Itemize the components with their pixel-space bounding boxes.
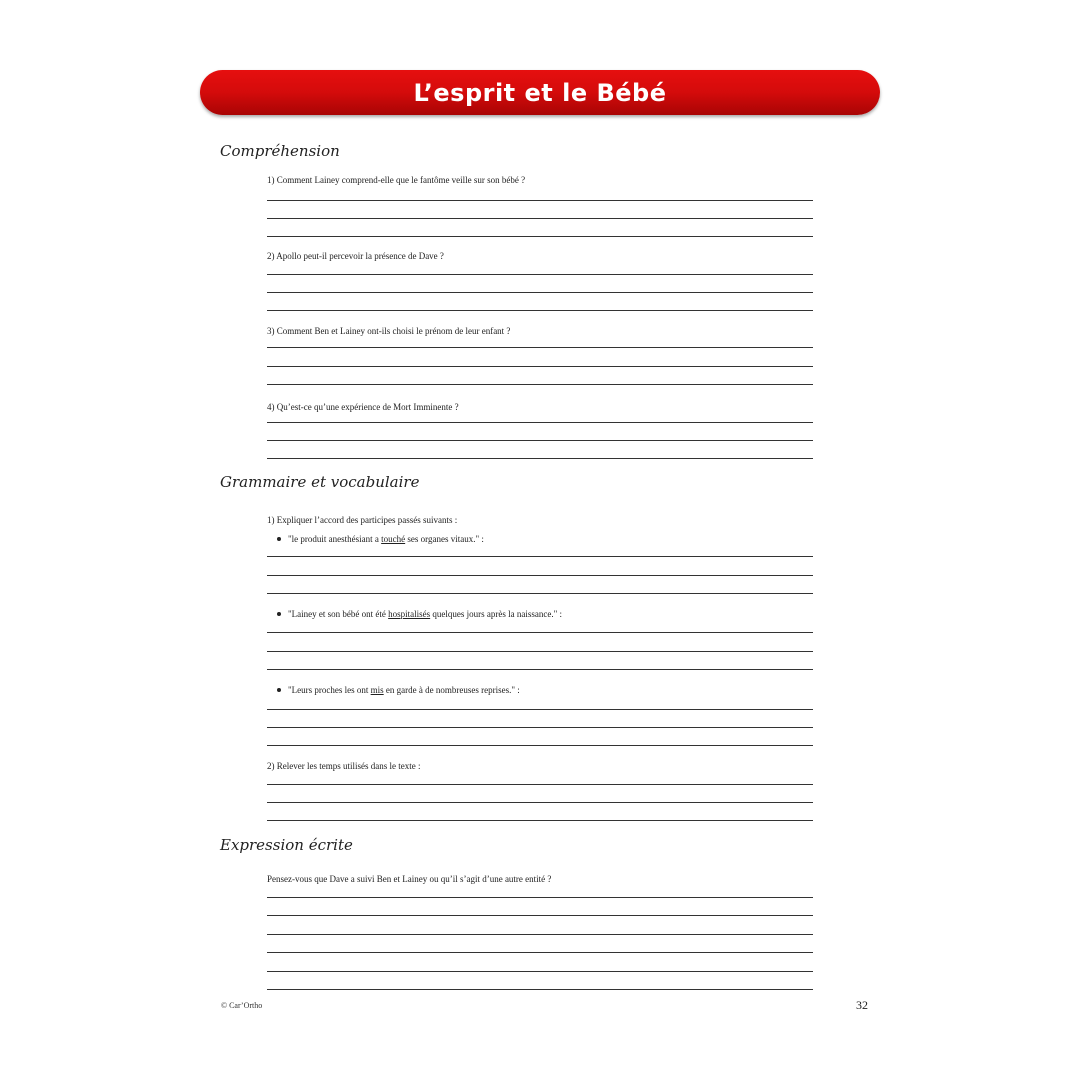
answer-line xyxy=(267,440,813,441)
bullet-icon xyxy=(277,537,281,541)
bullet-text: "Leurs proches les ont xyxy=(288,685,371,695)
underlined-word: mis xyxy=(370,685,384,695)
page-number: 32 xyxy=(856,998,868,1012)
bullet-text: quelques jours après la naissance." : xyxy=(430,609,563,619)
answer-line xyxy=(267,236,813,237)
answer-line xyxy=(267,593,813,594)
answer-line xyxy=(267,952,813,953)
section-heading-grammaire: Grammaire et vocabulaire xyxy=(220,473,420,491)
answer-line xyxy=(267,310,813,311)
grammar-question-2: 2) Relever les temps utilisés dans le texte : xyxy=(267,761,421,771)
answer-line xyxy=(267,458,813,459)
answer-line xyxy=(267,934,813,935)
answer-line xyxy=(267,556,813,557)
answer-line xyxy=(267,897,813,898)
answer-line xyxy=(267,915,813,916)
underlined-word: touché xyxy=(381,534,406,544)
answer-line xyxy=(267,575,813,576)
bullet-text: en garde à de nombreuses reprises." : xyxy=(383,685,520,695)
bullet-text: "Lainey et son bébé ont été xyxy=(288,609,389,619)
title-banner xyxy=(200,70,880,115)
question-1: 1) Comment Lainey comprend-elle que le fantôme veille sur son bébé ? xyxy=(267,175,526,185)
page-title: L’esprit et le Bébé xyxy=(413,78,667,107)
bullet-item xyxy=(277,609,562,619)
bullet-text: "le produit anesthésiant a xyxy=(288,534,382,544)
answer-line xyxy=(267,971,813,972)
underlined-word: hospitalisés xyxy=(388,609,431,619)
answer-line xyxy=(267,802,813,803)
question-4: 4) Qu’est-ce qu’une expérience de Mort Imminente ? xyxy=(267,402,459,412)
answer-line xyxy=(267,989,813,990)
answer-line xyxy=(267,651,813,652)
answer-line xyxy=(267,384,813,385)
answer-line xyxy=(267,709,813,710)
bullet-item xyxy=(277,685,520,695)
bullet-item xyxy=(277,534,484,544)
question-3: 3) Comment Ben et Lainey ont-ils choisi le prénom de leur enfant ? xyxy=(267,326,511,336)
answer-line xyxy=(267,669,813,670)
answer-line xyxy=(267,274,813,275)
section-heading-comprehension: Compréhension xyxy=(220,142,340,160)
bullet-icon xyxy=(277,612,281,616)
answer-line xyxy=(267,292,813,293)
answer-line xyxy=(267,200,813,201)
expression-question: Pensez-vous que Dave a suivi Ben et Lainey ou qu’il s’agit d’une autre entité ? xyxy=(267,874,552,884)
section-heading-expression: Expression écrite xyxy=(220,836,353,854)
answer-line xyxy=(267,632,813,633)
answer-line xyxy=(267,820,813,821)
answer-line xyxy=(267,347,813,348)
answer-line xyxy=(267,727,813,728)
answer-line xyxy=(267,745,813,746)
answer-line xyxy=(267,784,813,785)
question-2: 2) Apollo peut-il percevoir la présence de Dave ? xyxy=(267,251,444,261)
copyright-notice: © Car’Ortho xyxy=(221,1001,263,1010)
answer-line xyxy=(267,218,813,219)
answer-line xyxy=(267,366,813,367)
answer-line xyxy=(267,422,813,423)
bullet-text: ses organes vitaux." : xyxy=(405,534,484,544)
bullet-icon xyxy=(277,688,281,692)
grammar-question-1: 1) Expliquer l’accord des participes passés suivants : xyxy=(267,515,458,525)
